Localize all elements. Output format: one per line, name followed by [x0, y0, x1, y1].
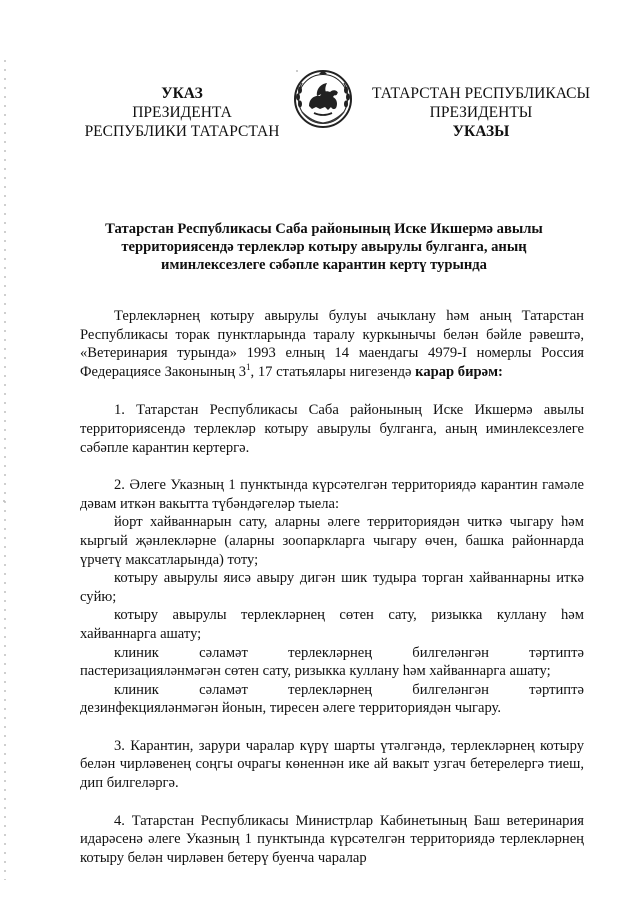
header-right-line-2: ПРЕЗИДЕНТЫ [429, 104, 533, 121]
header-tatar [366, 84, 596, 141]
scan-binding-marks [4, 60, 6, 880]
header-left-line-2: ПРЕЗИДЕНТА [132, 104, 232, 121]
item-4-word: клиник [114, 644, 159, 661]
tatarstan-coat-of-arms-icon [292, 66, 354, 130]
paragraph-4: 4. Татарстан Республикасы Министрлар Кабинетының Баш ветеринария идарәсенә әлеге Указның 1 пунктында күрсәтелгән территориядә терлекләрнең котыру белән чирләвен бетерү буенча чаралар [80, 812, 584, 866]
preamble-superscript: 1 [246, 361, 251, 372]
paragraph-2-item-3: котыру авырулы терлекләрнең сөтен сату, ризыкка куллану һәм хайваннарга ашату; [80, 607, 584, 642]
decree-body [80, 307, 584, 867]
title-line-3: иминлексезлеге сәбәпле карантин кертү турында [161, 257, 487, 273]
preamble-paragraph [80, 307, 584, 381]
paragraph-3: 3. Карантин, зарури чаралар күрү шарты үтәлгәндә, терлекләрнең котыру белән чирләвенең соңгы очрагы көненнән ике ай вакыт узгач бетерелергә тиеш, дип билгеләргә. [80, 737, 584, 792]
title-line-2: территориясендә терлекләр котыру авырулы булганга, аның [121, 239, 527, 255]
paragraph-2-item-5-first-line [80, 681, 584, 700]
item-4-word: сәламәт [199, 644, 248, 661]
scan-speck [3, 500, 5, 502]
paragraph-2-item-5-rest: дезинфекцияләнмәгән йонын, тиресен әлеге территориядән чыгару. [80, 700, 502, 717]
header-right-line-1: ТАТАРСТАН РЕСПУБЛИКАСЫ [372, 85, 590, 102]
preamble-text-1: Терлекләрнең котыру авырулы булуы ачыклану һәм аның Татарстан Республикасы торак пунктларында таралу куркынычы белән бәйле рәвештә, «Ветеринария турында» 1993 елның 14 маендагы 4979-I номерлы Россия Федерациясе Законының 3 [80, 308, 584, 380]
header-left-line-1: УКАЗ [161, 85, 203, 102]
item-4-word: терлекләрнең [288, 644, 373, 661]
item-5-word: сәламәт [199, 681, 248, 698]
header-right-line-3: УКАЗЫ [452, 123, 510, 140]
preamble-resolution: карар бирәм: [415, 363, 503, 380]
header-left-line-3: РЕСПУБЛИКИ ТАТАРСТАН [84, 123, 280, 140]
item-5-word: тәртиптә [529, 681, 584, 698]
paragraph-2-item-1: йорт хайваннарын сату, аларны әлеге территориядән читкә чыгару һәм кыргый җәнлекләрне (аларны зоопаркларга чыгару өчен, башка районнарда үрчетү максатларында) тоту; [80, 514, 584, 568]
paragraph-2 [80, 476, 584, 718]
paragraph-2-intro: 2. Әлеге Указның 1 пунктында күрсәтелгән территориядә карантин гамәле дәвам иткән вакытта түбәндәгеләр тыела: [80, 477, 584, 512]
item-5-word: билгеләнгән [412, 681, 489, 698]
paragraph-2-item-4-first-line [80, 644, 584, 663]
title-line-1: Татарстан Республикасы Саба районының Иске Икшермә авылы [105, 221, 543, 237]
paragraph-1: 1. Татарстан Республикасы Саба районының Иске Икшермә авылы территориясендә терлекләр котыру авырулы булганга, аның иминлексезлеге сәбәпле карантин кертергә. [80, 402, 584, 456]
item-4-word: тәртиптә [529, 644, 584, 661]
preamble-text-2: , 17 статьялары нигезендә [250, 363, 416, 380]
item-5-word: терлекләрнең [288, 681, 373, 698]
item-4-word: билгеләнгән [412, 644, 489, 661]
paragraph-2-item-4-rest: пастеризацияләнмәгән сөтен сату, ризыкка куллану һәм хайваннарга ашату; [80, 663, 551, 680]
decree-title [96, 220, 552, 274]
item-5-word: клиник [114, 681, 159, 698]
paragraph-2-item-2: котыру авырулы яисә авыру дигән шик тудыра торган хайваннарны иткә суйю; [80, 570, 584, 605]
header-russian [72, 84, 292, 141]
